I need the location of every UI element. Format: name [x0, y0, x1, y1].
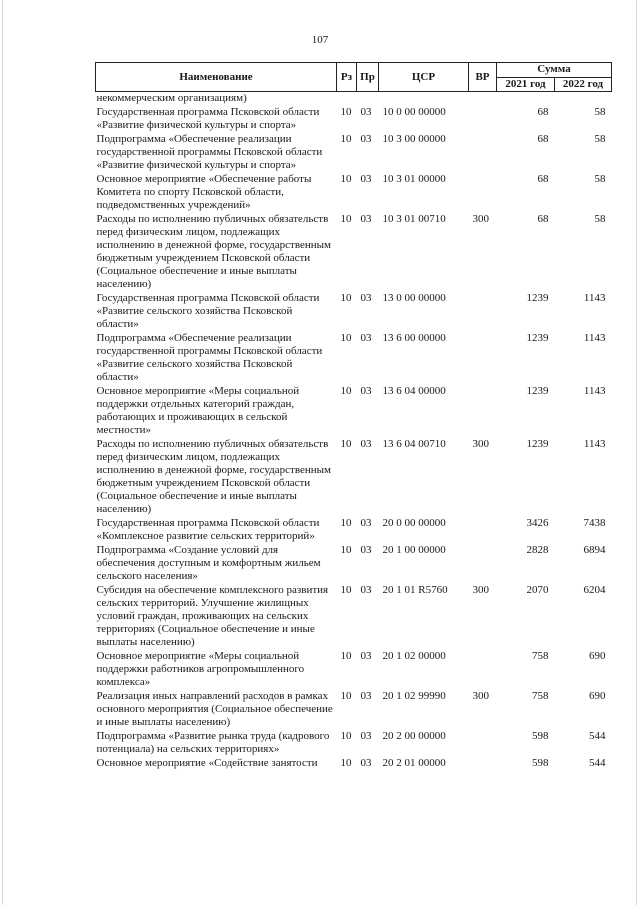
row-sum-2022: 6204 [583, 584, 606, 596]
row-name: Подпрограмма «Создание условий для обеспечения доступным и комфортным жильем сельского населения» [96, 544, 321, 582]
row-rz: 10 [340, 213, 352, 225]
row-sum-2021: 68 [537, 106, 549, 118]
row-vr [469, 106, 497, 133]
header-pr: Пр [357, 63, 379, 92]
page-number: 107 [311, 34, 329, 46]
table-row [96, 133, 612, 173]
row-vr [469, 292, 497, 332]
row-csr: 10 3 00 00000 [382, 133, 446, 145]
row-name: некоммерческим организациям) [96, 92, 247, 104]
row-csr: 13 6 00 00000 [382, 332, 446, 344]
table-row [96, 757, 612, 771]
row-sum-2022: 58 [594, 106, 606, 118]
row-pr: 03 [360, 757, 372, 769]
row-sum-2021: 1239 [526, 292, 549, 304]
row-csr: 20 1 02 00000 [382, 650, 446, 662]
header-name: Наименование [96, 63, 337, 92]
scan-right-edge [636, 0, 637, 905]
scan-left-edge [2, 0, 3, 905]
row-sum-2021: 758 [532, 650, 549, 662]
table-row [96, 438, 612, 517]
row-sum-2021: 598 [532, 757, 549, 769]
row-name: Государственная программа Псковской области «Развитие физической культуры и спорта» [96, 106, 320, 131]
row-sum-2022: 1143 [583, 385, 606, 397]
row-name: Основное мероприятие «Обеспечение работы Комитета по спорту Псковской области, подведомственных учреждений» [96, 173, 312, 211]
row-rz: 10 [340, 544, 352, 556]
row-csr: 10 3 01 00710 [382, 213, 446, 225]
table-row [96, 517, 612, 544]
row-csr: 13 0 00 00000 [382, 292, 446, 304]
row-rz: 10 [340, 517, 352, 529]
row-name: Основное мероприятие «Меры социальной поддержки работников агропромышленного комплекса» [96, 650, 305, 688]
header-vr: ВР [469, 63, 497, 92]
row-vr: 300 [472, 690, 489, 702]
row-csr: 20 2 00 00000 [382, 730, 446, 742]
table-row [96, 332, 612, 385]
row-vr [469, 332, 497, 385]
row-sum-2022 [555, 92, 612, 107]
budget-table [95, 62, 612, 771]
row-sum-2022: 58 [594, 133, 606, 145]
row-pr: 03 [360, 173, 372, 185]
table-row [96, 544, 612, 584]
row-sum-2021: 598 [532, 730, 549, 742]
row-rz [337, 92, 357, 107]
row-sum-2022: 1143 [583, 292, 606, 304]
row-rz: 10 [340, 385, 352, 397]
row-vr [469, 730, 497, 757]
row-sum-2021: 1239 [526, 438, 549, 450]
row-sum-2022: 58 [594, 213, 606, 225]
row-csr: 13 6 04 00000 [382, 385, 446, 397]
row-csr: 20 0 00 00000 [382, 517, 446, 529]
row-rz: 10 [340, 292, 352, 304]
row-name: Государственная программа Псковской области «Комплексное развитие сельских территорий» [96, 517, 320, 542]
header-rz: Рз [337, 63, 357, 92]
row-sum-2021: 68 [537, 133, 549, 145]
row-name: Расходы по исполнению публичных обязательств перед физическим лицом, подлежащих исполнению в денежной форме, государственным бюджетным учреждением Псковской области (Социальное обеспечение и иные выплаты населению) [96, 213, 331, 290]
row-pr: 03 [360, 438, 372, 450]
header-sum: Сумма [497, 63, 612, 78]
row-pr: 03 [360, 106, 372, 118]
row-sum-2022: 6894 [583, 544, 606, 556]
row-vr [469, 92, 497, 107]
row-pr: 03 [360, 332, 372, 344]
row-rz: 10 [340, 730, 352, 742]
row-csr: 20 1 02 99990 [382, 690, 446, 702]
row-vr: 300 [472, 213, 489, 225]
row-rz: 10 [340, 332, 352, 344]
row-name: Государственная программа Псковской области «Развитие сельского хозяйства Псковской области» [96, 292, 320, 330]
row-rz: 10 [340, 650, 352, 662]
row-pr [357, 92, 379, 107]
row-rz: 10 [340, 690, 352, 702]
row-rz: 10 [340, 106, 352, 118]
row-vr: 300 [472, 438, 489, 450]
row-sum-2021: 1239 [526, 332, 549, 344]
table-row [96, 584, 612, 650]
row-sum-2022: 1143 [583, 438, 606, 450]
row-pr: 03 [360, 650, 372, 662]
row-rz: 10 [340, 584, 352, 596]
row-pr: 03 [360, 292, 372, 304]
row-vr [469, 385, 497, 438]
table-row [96, 292, 612, 332]
row-rz: 10 [340, 133, 352, 145]
row-sum-2022: 544 [589, 757, 606, 769]
row-pr: 03 [360, 133, 372, 145]
row-pr: 03 [360, 517, 372, 529]
row-sum-2022: 690 [589, 690, 606, 702]
table-row [96, 92, 612, 107]
table-body [96, 92, 612, 772]
row-csr: 13 6 04 00710 [382, 438, 446, 450]
row-vr [469, 133, 497, 173]
row-csr: 10 0 00 00000 [382, 106, 446, 118]
row-name: Подпрограмма «Обеспечение реализации государственной программы Псковской области «Развитие сельского хозяйства Псковской области» [96, 332, 323, 383]
row-csr: 20 1 01 R5760 [382, 584, 448, 596]
row-vr [469, 757, 497, 771]
header-csr: ЦСР [379, 63, 469, 92]
header-year-2022: 2022 год [555, 77, 612, 92]
row-rz: 10 [340, 757, 352, 769]
row-csr: 20 1 00 00000 [382, 544, 446, 556]
table-header [96, 63, 612, 92]
row-sum-2021: 2828 [526, 544, 549, 556]
row-sum-2021: 3426 [526, 517, 549, 529]
row-sum-2021: 68 [537, 213, 549, 225]
table-row [96, 213, 612, 292]
table-row [96, 650, 612, 690]
row-sum-2022: 690 [589, 650, 606, 662]
row-pr: 03 [360, 213, 372, 225]
row-csr: 10 3 01 00000 [382, 173, 446, 185]
row-sum-2021: 758 [532, 690, 549, 702]
row-name: Субсидия на обеспечение комплексного развития сельских территорий. Улучшение жилищных условий граждан, проживающих на сельских территориях (Социальное обеспечение и иные выплаты населению) [96, 584, 329, 648]
row-sum-2022: 58 [594, 173, 606, 185]
row-sum-2021 [497, 92, 555, 107]
row-pr: 03 [360, 690, 372, 702]
header-year-2021: 2021 год [497, 77, 555, 92]
row-pr: 03 [360, 544, 372, 556]
row-name: Основное мероприятие «Меры социальной поддержки отдельных категорий граждан, работающих и проживающих в сельской местности» [96, 385, 300, 436]
row-csr [379, 92, 469, 107]
row-pr: 03 [360, 584, 372, 596]
row-name: Основное мероприятие «Содействие занятости [96, 757, 318, 769]
row-rz: 10 [340, 438, 352, 450]
row-sum-2021: 68 [537, 173, 549, 185]
row-name: Расходы по исполнению публичных обязательств перед физическим лицом, подлежащих исполнению в денежной форме, государственным бюджетным учреждением Псковской области (Социальное обеспечение и иные выплаты населению) [96, 438, 331, 515]
row-vr [469, 517, 497, 544]
row-sum-2022: 1143 [583, 332, 606, 344]
table-row [96, 385, 612, 438]
row-pr: 03 [360, 730, 372, 742]
row-name: Подпрограмма «Развитие рынка труда (кадрового потенциала) на сельских территориях» [96, 730, 330, 755]
table-row [96, 173, 612, 213]
row-vr [469, 544, 497, 584]
row-pr: 03 [360, 385, 372, 397]
row-vr [469, 650, 497, 690]
row-vr [469, 173, 497, 213]
row-csr: 20 2 01 00000 [382, 757, 446, 769]
row-sum-2021: 1239 [526, 385, 549, 397]
row-sum-2022: 7438 [583, 517, 606, 529]
table-row [96, 106, 612, 133]
row-sum-2021: 2070 [526, 584, 549, 596]
table-row [96, 730, 612, 757]
row-vr: 300 [472, 584, 489, 596]
row-rz: 10 [340, 173, 352, 185]
row-name: Подпрограмма «Обеспечение реализации государственной программы Псковской области «Развитие физической культуры и спорта» [96, 133, 323, 171]
row-sum-2022: 544 [589, 730, 606, 742]
table-row [96, 690, 612, 730]
row-name: Реализация иных направлений расходов в рамках основного мероприятия (Социальное обеспечение и иные выплаты населению) [96, 690, 333, 728]
